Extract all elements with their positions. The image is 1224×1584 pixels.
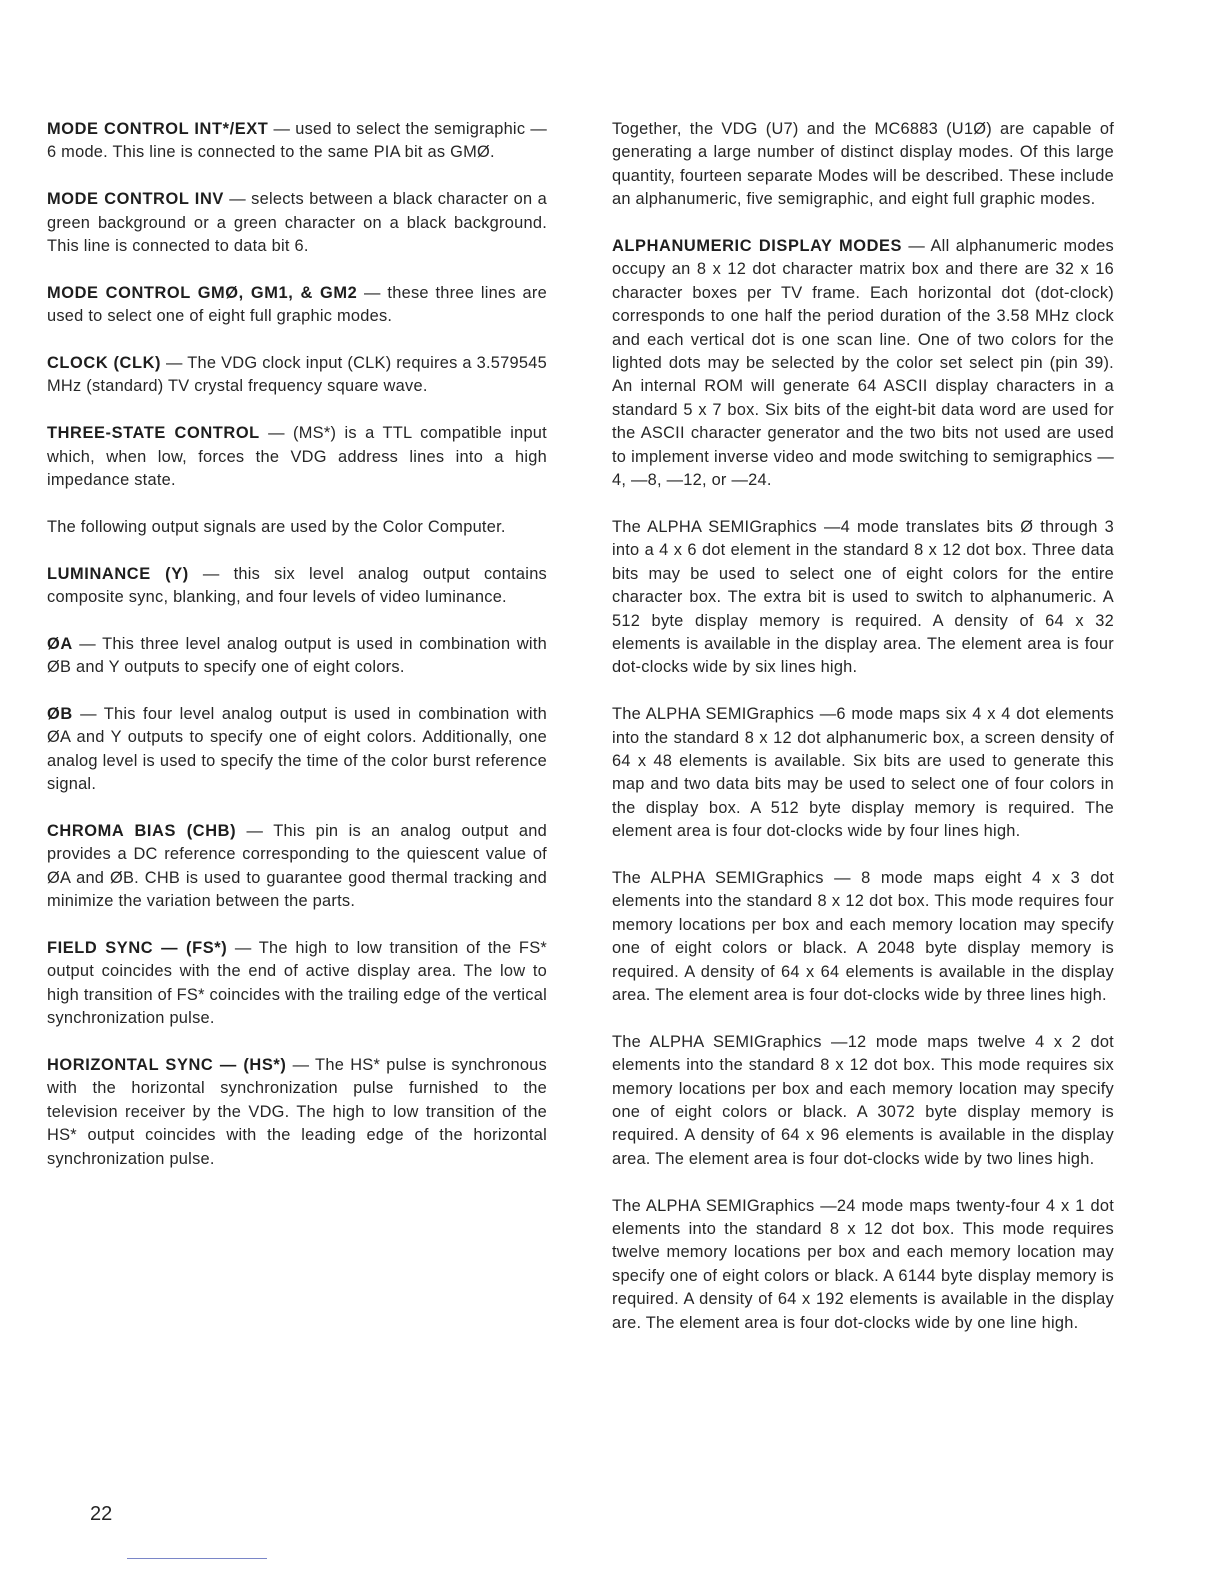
horizontal-sync-paragraph [47,1054,547,1171]
footer-rule [127,1558,267,1559]
phi-b-term: ØB [47,705,73,724]
horizontal-sync-text: — The HS* pulse is synchronous with the horizontal synchronization pulse furnished to the television receiver by the VDG. The high to low transition of the HS* output coincides with the leading edge of the horizontal synchronization pulse. [47,1056,547,1168]
field-sync-term: FIELD SYNC — (FS*) [47,939,228,958]
field-sync-text: — The high to low transition of the FS* output coincides with the end of active display area. The low to high transition of FS* coincides with the trailing edge of the vertical synchronization pulse. [47,939,548,1028]
output-signals-intro-paragraph [47,516,547,539]
right-column [612,118,1114,1358]
semigraphics-24-text: The ALPHA SEMIGraphics —24 mode maps twenty-four 4 x 1 dot elements into the standard 8 x 12 dot box. This mode requires twelve memory locations per box and each memory location may specify one of eight colors or black. A 6144 byte display memory is required. A density of 64 x 192 elements is available in the display are. The element area is four dot-clocks wide by one line high. [612,1196,1114,1332]
mode-control-gm-paragraph [47,282,547,329]
phi-a-text: — This three level analog output is used in combination with ØB and Y outputs to specify one of eight colors. [47,634,547,677]
field-sync-paragraph [47,937,547,1031]
mode-control-inv-term: MODE CONTROL INV [47,190,224,209]
mode-control-int-ext-paragraph [47,118,547,165]
output-signals-intro-text: The following output signals are used by the Color Computer. [47,517,506,536]
three-state-control-text: — (MS*) is a TTL compatible input which, when low, forces the VDG address lines into a high impedance state. [47,424,547,490]
phi-b-paragraph [47,703,547,797]
semigraphics-8-paragraph [612,867,1114,1007]
semigraphics-4-paragraph [612,516,1114,680]
three-state-control-paragraph [47,422,547,492]
mode-control-gm-term: MODE CONTROL GMØ, GM1, & GM2 [47,283,358,302]
semigraphics-6-paragraph [612,703,1114,843]
alphanumeric-modes-text: — All alphanumeric modes occupy an 8 x 12 dot character matrix box and there are 32 x 16 character boxes per TV frame. Each horizontal dot (dot-clock) corresponds to one half the period duration of the 3.58 MHz clock and each vertical dot is one scan line. One of two colors for the lighted dots may be selected by the color set select pin (pin 39). An internal ROM will generate 64 ASCII display characters in a standard 5 x 7 box. Six bits of the eight-bit data word are used for the ASCII character generator and the two bits not used are used to implement inverse video and mode switching to semigraphics —4, —8, —12, or —24. [612,237,1114,490]
display-modes-intro-paragraph [612,118,1114,212]
semigraphics-12-paragraph [612,1031,1114,1171]
mode-control-inv-text: — selects between a black character on a green background or a green character on a black background. This line is connected to data bit 6. [47,190,547,256]
page-number: 22 [90,1503,113,1525]
mode-control-gm-text: — these three lines are used to select one of eight full graphic modes. [47,283,547,326]
horizontal-sync-term: HORIZONTAL SYNC — (HS*) [47,1056,287,1075]
chroma-bias-text: — This pin is an analog output and provides a DC reference corresponding to the quiescent value of ØA and ØB. CHB is used to guarantee good thermal tracking and minimize the variation between the parts. [47,822,547,911]
phi-a-paragraph [47,633,547,680]
chroma-bias-paragraph [47,820,547,914]
alphanumeric-modes-term: ALPHANUMERIC DISPLAY MODES [612,237,903,256]
luminance-paragraph [47,563,547,610]
semigraphics-24-paragraph [612,1195,1114,1335]
semigraphics-6-text: The ALPHA SEMIGraphics —6 mode maps six 4 x 4 dot elements into the standard 8 x 12 dot alphanumeric box, a screen density of 64 x 48 elements is available. Six bits are used to generate this map and two data bits may be used to select one of four colors in the display box. A 512 byte display memory is required. The element area is four dot-clocks wide by four lines high. [612,705,1114,841]
clock-term: CLOCK (CLK) [47,354,162,373]
phi-a-term: ØA [47,634,73,653]
left-column [47,118,547,1195]
mode-control-int-ext-text: — used to select the semigraphic — 6 mode. This line is connected to the same PIA bit as GMØ. [47,120,547,162]
phi-b-text: — This four level analog output is used in combination with ØA and Y outputs to specify one of eight colors. Additionally, one analog level is used to specify the time of the color burst reference signal. [47,705,547,794]
three-state-control-term: THREE-STATE CONTROL [47,424,260,443]
clock-paragraph [47,352,547,399]
chroma-bias-term: CHROMA BIAS (CHB) [47,822,237,841]
luminance-term: LUMINANCE (Y) [47,564,189,583]
clock-text: — The VDG clock input (CLK) requires a 3.579545 MHz (standard) TV crystal frequency square wave. [47,354,547,396]
display-modes-intro-text: Together, the VDG (U7) and the MC6883 (U1Ø) are capable of generating a large number of distinct display modes. Of this large quantity, fourteen separate Modes will be described. These include an alphanumeric, five semigraphic, and eight full graphic modes. [612,120,1114,209]
semigraphics-8-text: The ALPHA SEMIGraphics — 8 mode maps eight 4 x 3 dot elements into the standard 8 x 12 dot box. This mode requires four memory locations per box and each memory location may specify one of eight colors or black. A 2048 byte display memory is required. A density of 64 x 64 elements is available in the display area. The element area is four dot-clocks wide by three lines high. [612,868,1114,1004]
semigraphics-4-text: The ALPHA SEMIGraphics —4 mode translates bits Ø through 3 into a 4 x 6 dot element in the standard 8 x 12 dot box. Three data bits may be used to select one of eight colors for the entire character box. The extra bit is used to switch to alphanumeric. A 512 byte display memory is required. A density of 64 x 32 elements is available in the display area. The element area is four dot-clocks wide by six lines high. [612,517,1114,677]
luminance-text: — this six level analog output contains composite sync, blanking, and four levels of video luminance. [47,564,547,607]
mode-control-int-ext-term: MODE CONTROL INT*/EXT [47,120,269,138]
semigraphics-12-text: The ALPHA SEMIGraphics —12 mode maps twelve 4 x 2 dot elements into the standard 8 x 12 dot box. This mode requires six memory locations per box and each memory location may specify one of eight colors or black. A 3072 byte display memory is required. A density of 64 x 96 elements is available in the display area. The element area is four dot-clocks wide by two lines high. [612,1032,1114,1168]
mode-control-inv-paragraph [47,188,547,258]
alphanumeric-modes-paragraph [612,235,1114,492]
